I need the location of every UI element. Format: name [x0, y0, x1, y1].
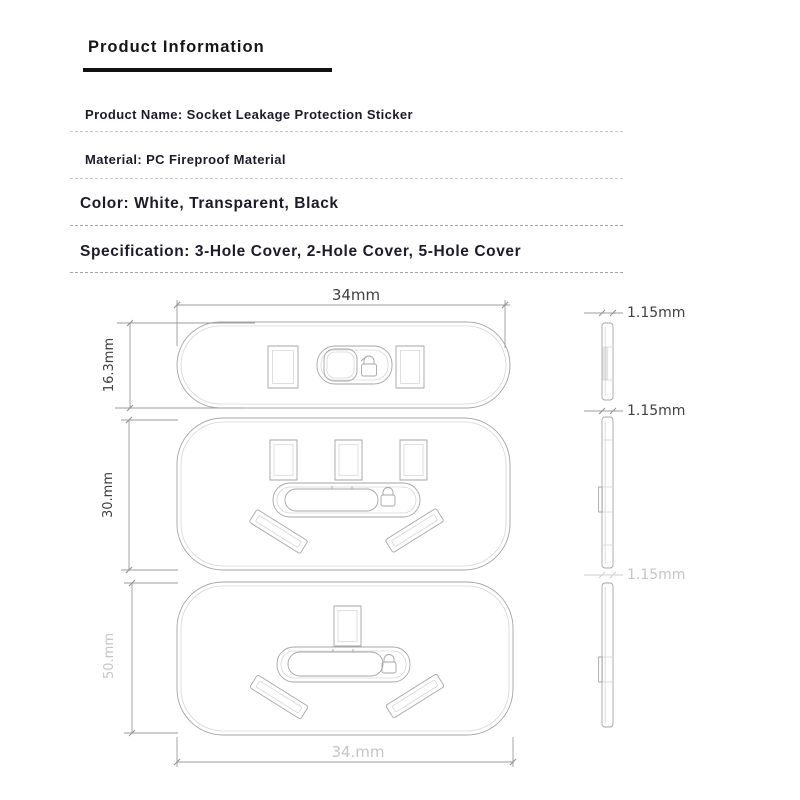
divider-1 [70, 131, 623, 132]
dimension-top-height [102, 320, 255, 411]
profile-strip-3 [602, 583, 613, 727]
cover-5hole [177, 418, 510, 570]
dimension-label-50mm: 50.mm [102, 632, 117, 680]
side-profile-3hole [584, 567, 685, 727]
cover-5hole-left-angled-slot [249, 509, 308, 554]
lock-icon [381, 488, 395, 507]
cover-5hole-center-latch [273, 483, 420, 517]
technical-drawing [0, 280, 800, 800]
cover-5hole-inner-outline [181, 422, 506, 566]
cover-2hole-outline [177, 322, 510, 408]
page-title: Product Information [88, 38, 265, 56]
side-profile-5hole [584, 403, 685, 568]
dimension-bottom-width [174, 737, 516, 767]
spec-product-name: Product Name: Socket Leakage Protection Sticker [85, 107, 414, 122]
cover-3hole [177, 582, 513, 735]
cover-5hole-top-slots [270, 440, 427, 480]
cover-2hole [177, 322, 510, 408]
divider-2 [70, 178, 623, 179]
cover-3hole-center-latch [277, 647, 410, 682]
dimension-label-34mm: 34mm [331, 286, 381, 304]
cover-2hole-right-slot [396, 346, 424, 388]
cover-5hole-right-angled-slot [385, 508, 444, 553]
cover-3hole-right-angled-slot [386, 674, 445, 719]
dimension-label-thickness-2: 1.15mm [627, 403, 686, 419]
dimension-top-width [174, 286, 510, 348]
lock-icon [361, 356, 377, 376]
dimension-middle-height [101, 417, 178, 573]
cover-5hole-outline [177, 418, 510, 570]
dimension-label-16.3mm: 16.3mm [102, 337, 117, 393]
dimension-label-thickness-1: 1.15mm [627, 305, 686, 321]
lock-icon [382, 655, 396, 674]
cover-3hole-inner-outline [181, 586, 509, 731]
side-profile-2hole [584, 305, 685, 400]
spec-material: Material: PC Fireproof Material [85, 152, 286, 167]
cover-3hole-outline [177, 582, 513, 735]
cover-2hole-left-slot [268, 346, 298, 388]
divider-4 [70, 272, 623, 273]
spec-color: Color: White, Transparent, Black [80, 195, 339, 212]
divider-3 [70, 225, 623, 226]
title-underline [83, 68, 332, 72]
cover-2hole-inner-outline [181, 326, 506, 404]
cover-3hole-top-slot [334, 606, 361, 646]
cover-3hole-left-angled-slot [250, 675, 309, 720]
dimension-label-34mm-bottom: 34.mm [331, 743, 385, 761]
dimension-label-thickness-3: 1.15mm [627, 567, 686, 583]
dimension-bottom-height [102, 580, 178, 736]
cover-2hole-center-latch [317, 346, 392, 384]
spec-specification: Specification: 3-Hole Cover, 2-Hole Cover, 5-Hole Cover [80, 243, 522, 260]
dimension-label-30mm: 30.mm [101, 471, 116, 519]
profile-strip-1-shading [603, 347, 609, 380]
